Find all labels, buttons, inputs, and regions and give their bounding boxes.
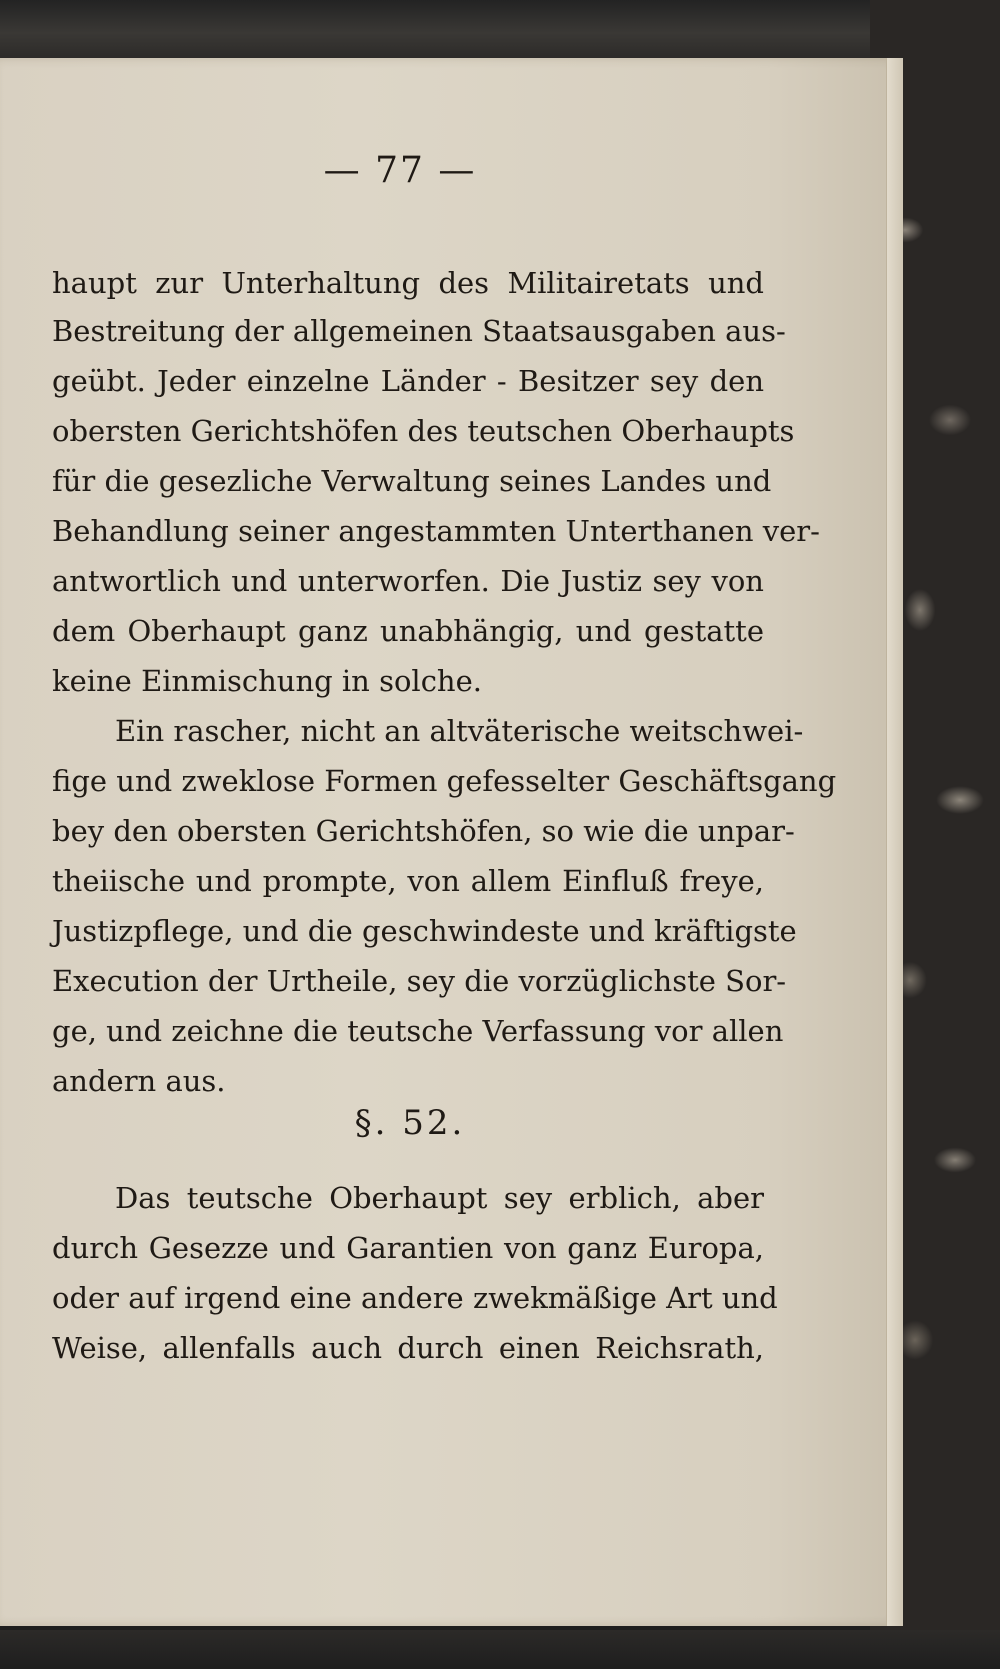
- text-line: Execution der Urtheile, sey die vorzüglichste Sor-: [52, 964, 787, 998]
- text-line: Bestreitung der allgemeinen Staatsausgaben aus-: [52, 314, 786, 348]
- text-line: Behandlung seiner angestammten Unterthanen ver-: [52, 514, 820, 548]
- text-line: oder auf irgend eine andere zwekmäßige Art und: [52, 1281, 778, 1315]
- text-line: geübt. Jeder einzelne Länder - Besitzer sey den: [52, 364, 764, 398]
- text-line: keine Einmischung in solche.: [52, 664, 482, 698]
- text-line: Weise, allenfalls auch durch einen Reichsrath,: [52, 1331, 764, 1365]
- book-top-edge: [0, 0, 1000, 60]
- text-line: haupt zur Unterhaltung des Militairetats und: [52, 266, 764, 300]
- text-line: Das teutsche Oberhaupt sey erblich, aber: [115, 1181, 764, 1215]
- text-line: durch Gesezze und Garantien von ganz Europa,: [52, 1231, 764, 1265]
- paper-page: [0, 58, 902, 1626]
- page-number: — 77 —: [323, 150, 477, 191]
- text-line: obersten Gerichtshöfen des teutschen Oberhaupts: [52, 414, 795, 448]
- text-line: andern aus.: [52, 1064, 226, 1098]
- section-heading: §. 52.: [354, 1103, 466, 1143]
- text-line: antwortlich und unterworfen. Die Justiz sey von: [52, 564, 764, 598]
- page-fore-edge: [886, 58, 903, 1626]
- page-text: [0, 58, 902, 1626]
- text-line: für die gesezliche Verwaltung seines Landes und: [52, 464, 772, 498]
- text-line: Ein rascher, nicht an altväterische weitschwei-: [115, 714, 804, 748]
- text-line: theiische und prompte, von allem Einfluß freye,: [52, 864, 764, 898]
- book-bottom-edge: [0, 1630, 1000, 1669]
- text-line: dem Oberhaupt ganz unabhängig, und gestatte: [52, 614, 764, 648]
- text-line: fige und zweklose Formen gefesselter Geschäftsgang: [52, 764, 837, 798]
- text-line: bey den obersten Gerichtshöfen, so wie die unpar-: [52, 814, 795, 848]
- text-line: Justizpflege, und die geschwindeste und kräftigste: [52, 914, 797, 948]
- text-line: ge, und zeichne die teutsche Verfassung vor allen: [52, 1014, 784, 1048]
